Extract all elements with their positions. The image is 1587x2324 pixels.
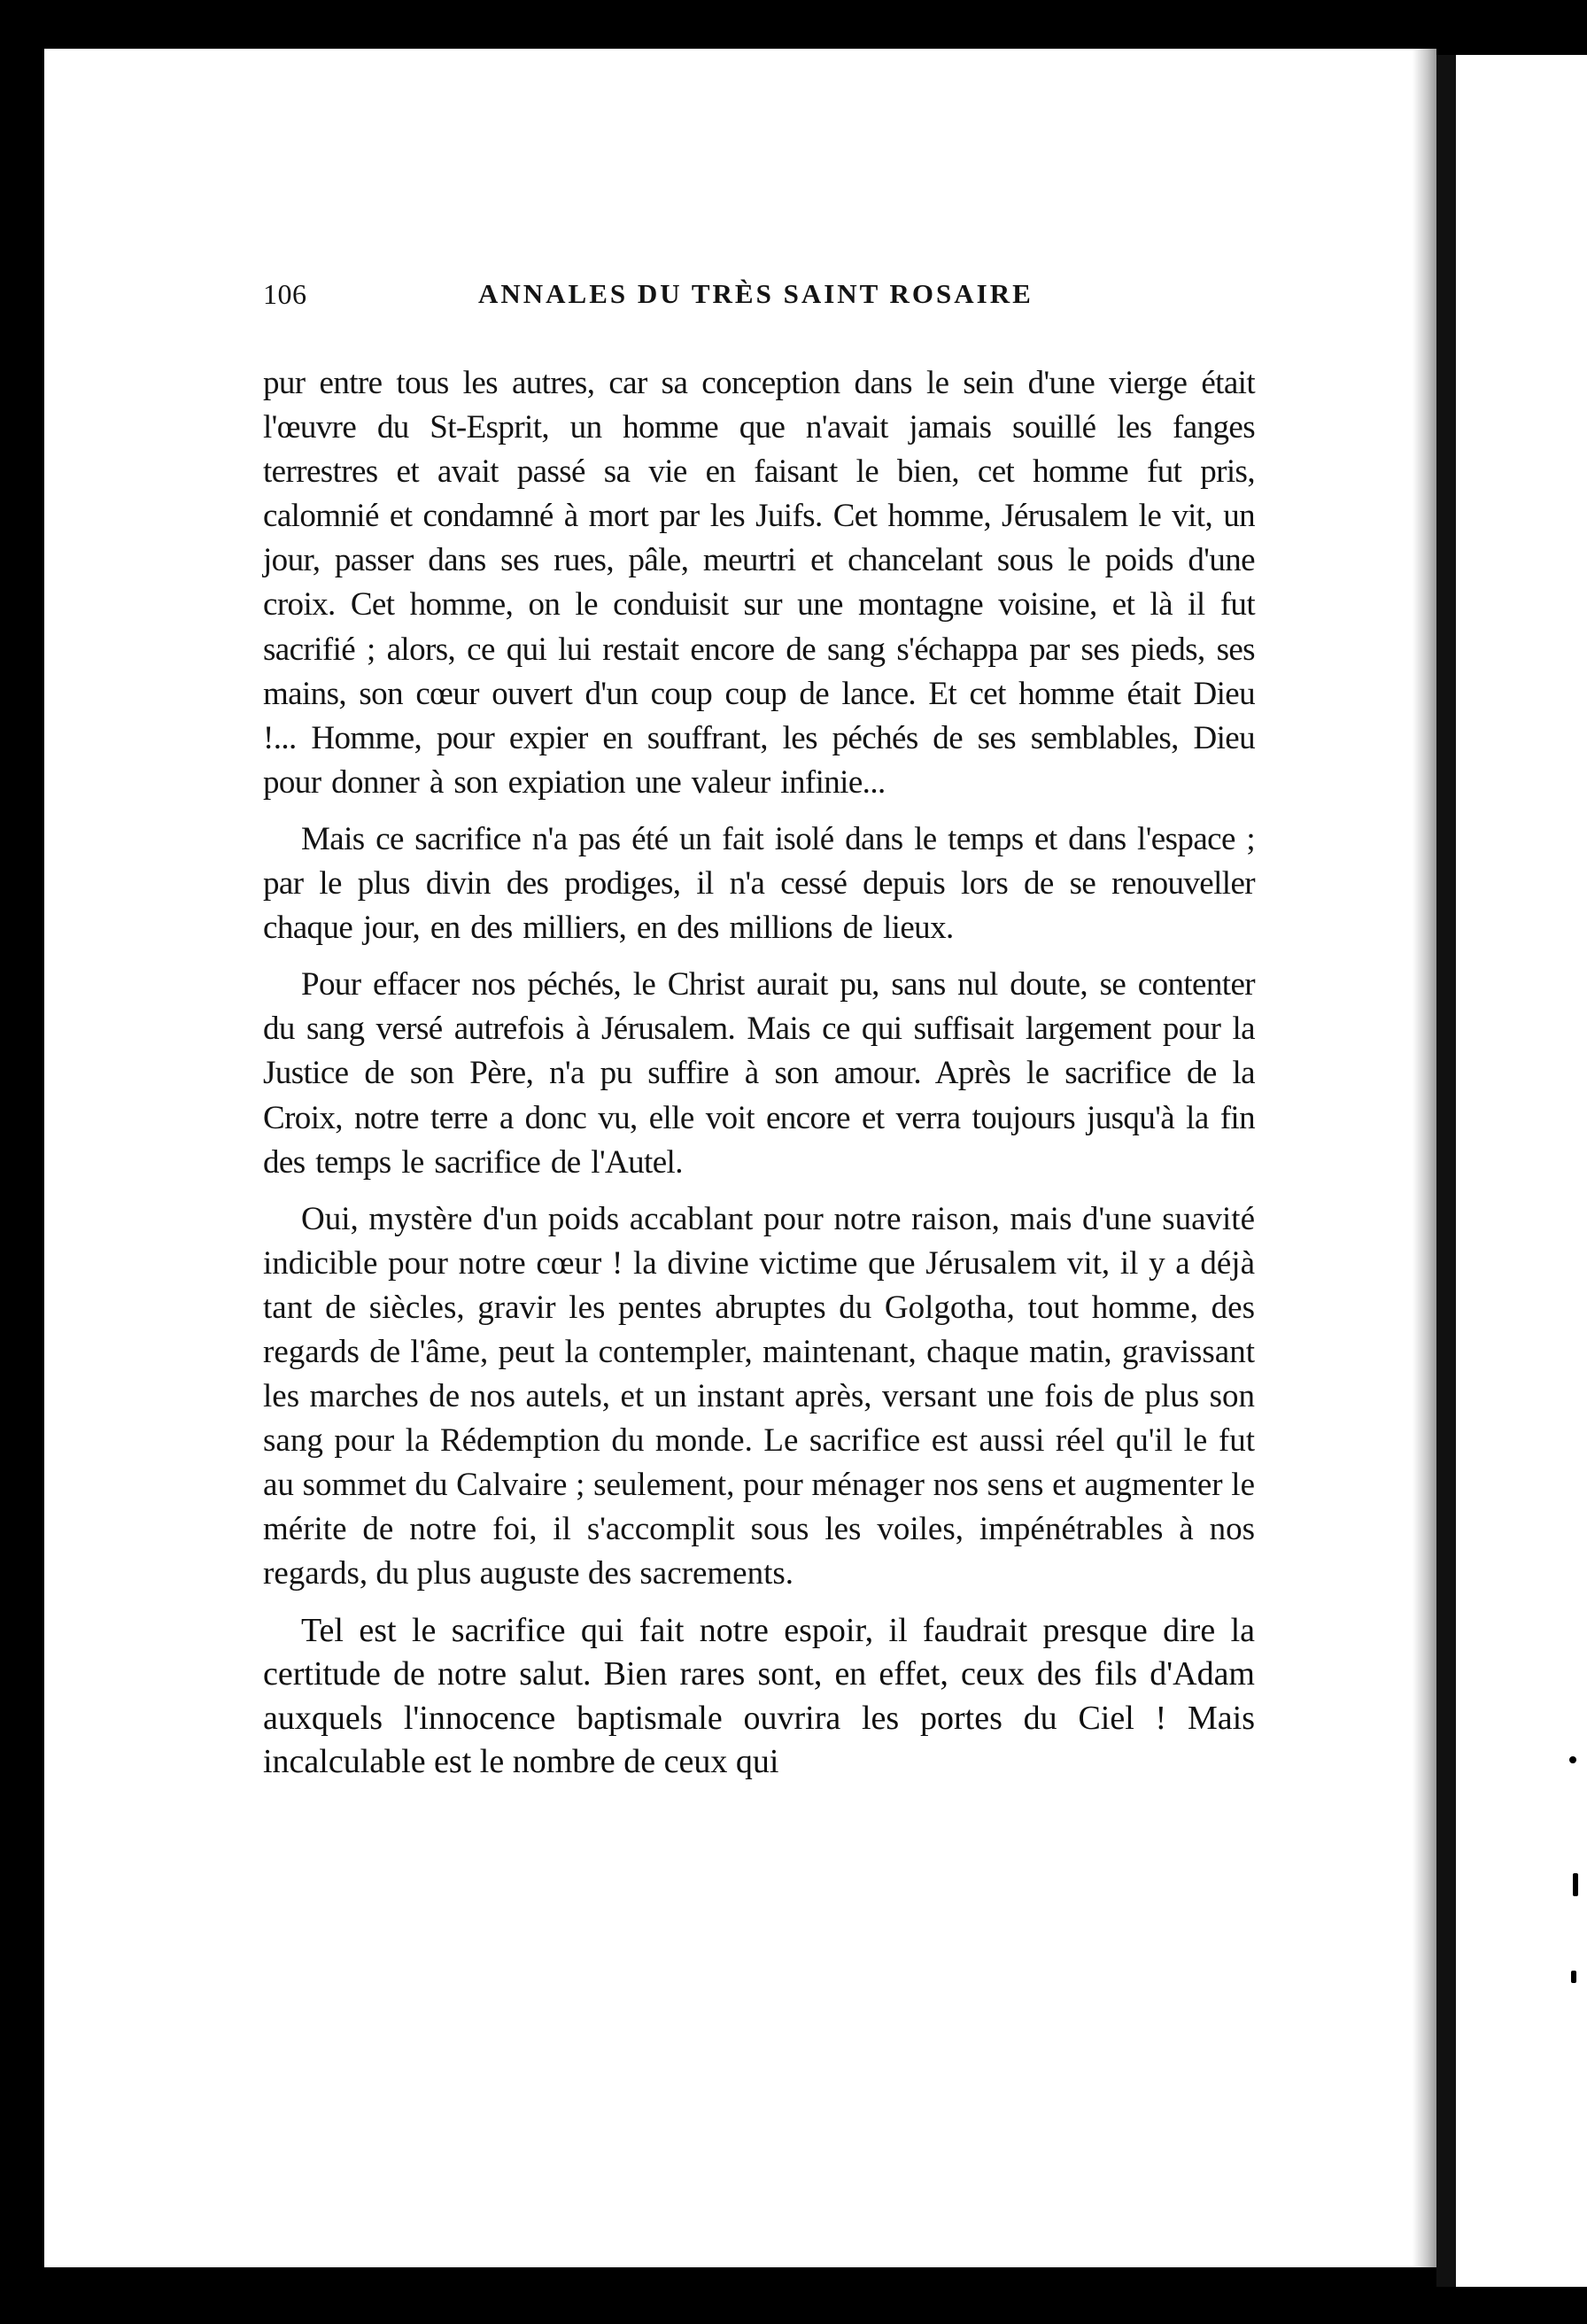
- running-head: [263, 266, 1255, 322]
- paragraph: pur entre tous les autres, car sa conception dans le sein d'une vierge était l'œuvre du St-Esprit, un homme que n'avait jamais souillé les fanges terrestres et avait passé sa vie en faisant le bien, cet homme fut pris, calomnié et condamné à mort par les Juifs. Cet homme, Jérusalem le vit, un jour, passer dans ses rues, pâle, meurtri et chancelant sous le poids d'une croix. Cet homme, on le conduisit sur une montagne voisine, et là il fut sacrifié ; alors, ce qui lui restait encore de sang s'échappa par ses pieds, ses mains, son cœur ouvert d'un coup coup de lance. Et cet homme était Dieu !... Homme, pour expier en souffrant, les péchés de ses semblables, Dieu pour donner à son expiation une valeur infinie...: [263, 365, 1255, 801]
- next-page-edge: [1436, 55, 1456, 2287]
- paragraph: Oui, mystère d'un poids accablant pour notre raison, mais d'une suavité indicible pour notre cœur ! la divine victime que Jérusalem vit, il y a déjà tant de siècles, gravir les pentes abruptes du Golgotha, tout homme, des regards de l'âme, peut la contempler, maintenant, chaque matin, gravissant les marches de nos autels, et un instant après, versant une fois de plus son sang pour la Rédemption du monde. Le sacrifice est aussi réel qu'il le fut au sommet du Calvaire ; seulement, pour ménager nos sens et augmenter le mérite de notre foi, il s'accomplit sous les voiles, impénétrables à nos regards, du plus auguste des sacrements.: [263, 1200, 1255, 1592]
- paragraph: Pour effacer nos péchés, le Christ aurait pu, sans nul doute, se contenter du sang versé autrefois à Jérusalem. Mais ce qui suffisait largement pour la Justice de son Père, n'a pu suffire à son amour. Après le sacrifice de la Croix, notre terre a donc vu, elle voit encore et verra toujours jusqu'à la fin des temps le sacrifice de l'Autel.: [263, 966, 1255, 1181]
- binding-shadow: [1413, 49, 1436, 2267]
- running-title: ANNALES DU TRÈS SAINT ROSAIRE: [478, 278, 1033, 309]
- scan-speck: [1573, 1873, 1578, 1896]
- scan-speck: [1571, 1971, 1576, 1983]
- facing-page: [1456, 55, 1587, 2287]
- paragraph: Tel est le sacrifice qui fait notre espoir, il faudrait presque dire la certitude de notre salut. Bien rares sont, en effet, ceux des fils d'Adam auxquels l'innocence baptismale ouvrira les portes du Ciel ! Mais incalculable est le nombre de ceux qui: [263, 1611, 1255, 1781]
- page-number: 106: [263, 278, 307, 310]
- page-text: [263, 266, 1255, 1785]
- paragraph: Mais ce sacrifice n'a pas été un fait isolé dans le temps et dans l'espace ; par le plus divin des prodiges, il n'a cessé depuis lors de se renouveller chaque jour, en des milliers, en des millions de lieux.: [263, 820, 1255, 947]
- scan-speck: [1569, 1756, 1576, 1763]
- left-margin-mark: (: [7, 408, 20, 447]
- scan-speck: [944, 7, 951, 18]
- left-margin-mark: \: [5, 711, 17, 750]
